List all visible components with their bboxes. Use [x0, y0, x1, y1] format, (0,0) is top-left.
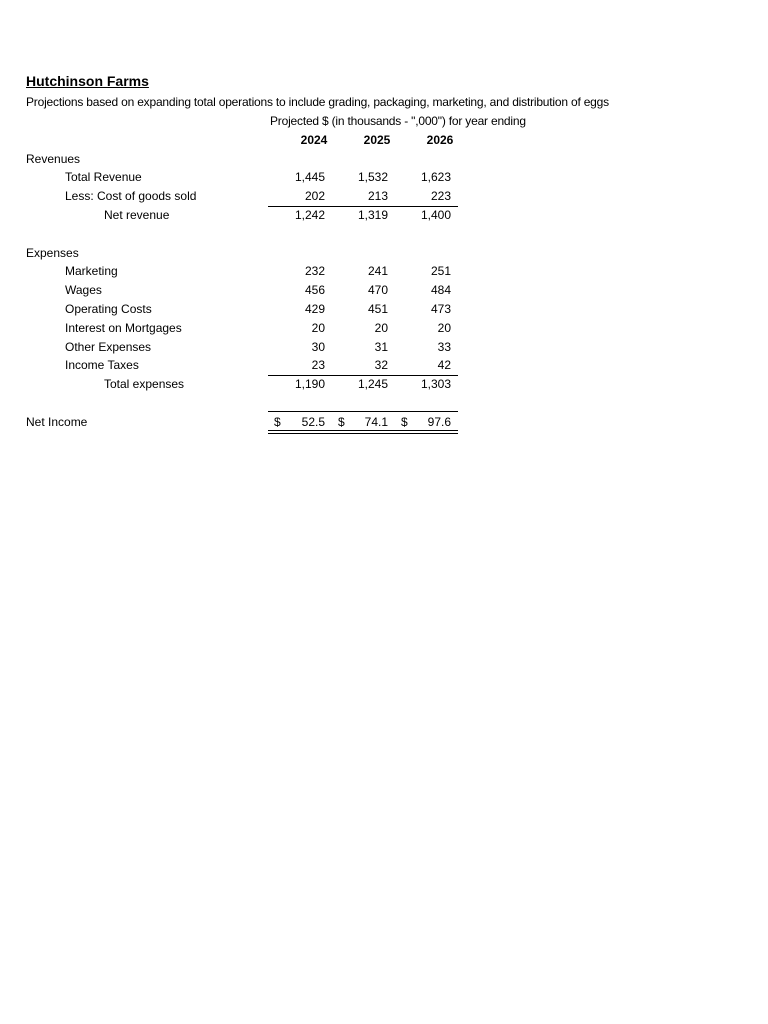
row-label: Less: Cost of goods sold: [65, 189, 197, 203]
cell-value: 23: [311, 358, 325, 372]
cell-value: 451: [367, 302, 388, 316]
cell-value: 1,319: [357, 208, 388, 222]
row-label: Other Expenses: [65, 340, 152, 354]
cell-value: 74.1: [364, 415, 388, 429]
cell-value: 1,445: [294, 170, 325, 184]
cell-value: 202: [304, 189, 325, 203]
cell-value: 52.5: [301, 415, 325, 429]
year-header-row: [0, 131, 768, 149]
section-heading-revenues: Revenues: [26, 152, 81, 166]
cell-value: 241: [367, 264, 388, 278]
row-label: Income Taxes: [65, 358, 139, 372]
row-label: Net Income: [26, 415, 88, 429]
cell-value: 456: [304, 283, 325, 297]
expenses-heading-row: [0, 244, 768, 262]
row-label: Operating Costs: [65, 302, 152, 316]
table-row: [0, 281, 768, 299]
currency-symbol: $: [274, 415, 281, 429]
cell-value: 232: [304, 264, 325, 278]
cell-value: 223: [430, 189, 451, 203]
cell-value: 473: [430, 302, 451, 316]
cell-value: 32: [374, 358, 388, 372]
table-row: [0, 206, 768, 224]
section-heading-expenses: Expenses: [26, 246, 79, 260]
cell-value: 484: [430, 283, 451, 297]
cell-value: 20: [437, 321, 451, 335]
row-label: Net revenue: [104, 208, 170, 222]
cell-value: 97.6: [427, 415, 451, 429]
cell-value: 1,190: [294, 377, 325, 391]
cell-value: 31: [374, 340, 388, 354]
table-row: [0, 168, 768, 186]
table-row: [0, 300, 768, 318]
cell-value: 1,245: [357, 377, 388, 391]
cell-value: 42: [437, 358, 451, 372]
revenues-heading-row: [0, 150, 768, 168]
row-label: Wages: [65, 283, 102, 297]
cell-value: 1,532: [357, 170, 388, 184]
table-row: [0, 262, 768, 280]
cell-value: 1,242: [294, 208, 325, 222]
net-income-row: [0, 413, 768, 431]
row-label: Marketing: [65, 264, 118, 278]
row-label: Interest on Mortgages: [65, 321, 182, 335]
year-header: 2025: [363, 133, 391, 147]
page-title: Hutchinson Farms: [26, 73, 149, 89]
currency-symbol: $: [401, 415, 408, 429]
cell-value: 429: [304, 302, 325, 316]
table-row: [0, 356, 768, 374]
row-label: Total Revenue: [65, 170, 142, 184]
table-row: [0, 319, 768, 337]
projection-header: Projected $ (in thousands - ",000") for year ending: [270, 114, 526, 128]
cell-value: 20: [374, 321, 388, 335]
cell-value: 30: [311, 340, 325, 354]
table-row: [0, 338, 768, 356]
total-rule: [268, 411, 458, 412]
double-underline-rule: [268, 430, 458, 434]
cell-value: 470: [367, 283, 388, 297]
cell-value: 1,400: [420, 208, 451, 222]
currency-symbol: $: [338, 415, 345, 429]
year-header: 2026: [426, 133, 454, 147]
year-header: 2024: [300, 133, 328, 147]
cell-value: 33: [437, 340, 451, 354]
table-row: [0, 375, 768, 393]
cell-value: 251: [430, 264, 451, 278]
cell-value: 1,303: [420, 377, 451, 391]
row-label: Total expenses: [104, 377, 185, 391]
cell-value: 1,623: [420, 170, 451, 184]
cell-value: 20: [311, 321, 325, 335]
page-subtitle: Projections based on expanding total operations to include grading, packaging, marketing, and distribution of eggs: [26, 95, 609, 109]
cell-value: 213: [367, 189, 388, 203]
table-row: [0, 187, 768, 205]
